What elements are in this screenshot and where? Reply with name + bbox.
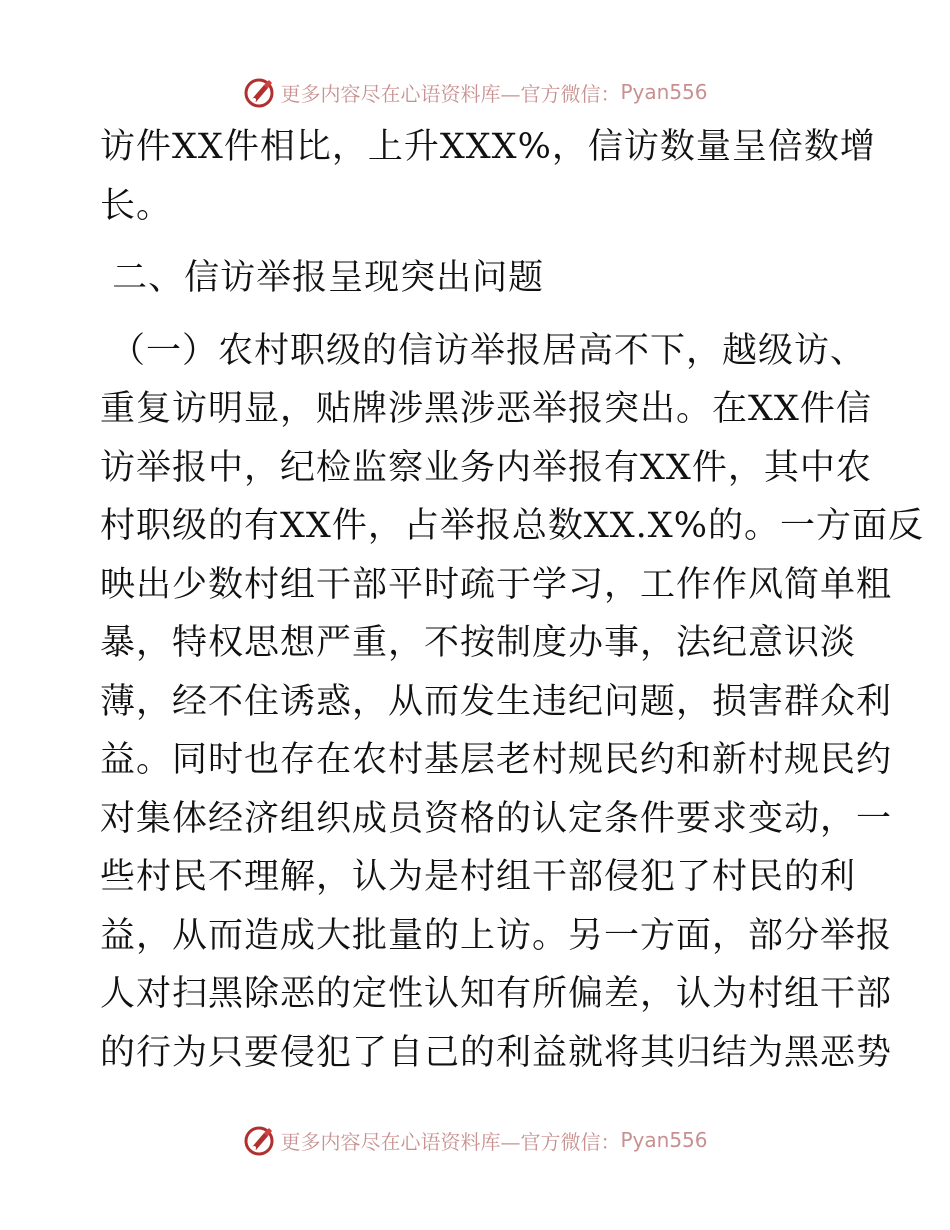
watermark-text: 更多内容尽在心语资料库—官方微信： [280,1129,621,1154]
brand-logo-icon [242,1123,276,1157]
watermark-wechat-id: Pyan556 [620,80,708,104]
watermark-wechat-id: Pyan556 [620,1128,708,1152]
heading-line: 二、信访举报呈现突出问题 [100,258,545,298]
text-line: 访件XX件相比，上升XXX%，信访数量呈倍数增 [100,127,876,167]
text-line: 村职级的有XX件，占举报总数XX.X%的。一方面反 [100,506,924,546]
text-line: 人对扫黑除恶的定性认知有所偏差，认为村组干部 [100,974,893,1014]
footer-watermark [0,1120,950,1160]
text-line: 的行为只要侵犯了自己的利益就将其归结为黑恶势 [100,1032,893,1073]
text-line: 薄，经不住诱惑，从而发生违纪问题，损害群众利 [100,681,893,722]
text-line: 暴，特权思想严重，不按制度办事，法纪意识淡 [100,623,857,663]
text-line: 映出少数村组干部平时疏于学习，工作作风简单粗 [100,564,893,605]
header-watermark [0,72,950,112]
text-line: 访举报中，纪检监察业务内举报有XX件，其中农 [100,447,872,488]
text-line: 益，从而造成大批量的上访。另一方面，部分举报 [100,915,893,956]
paragraph-1 [100,118,876,235]
document-body [100,118,924,1082]
text-line: 对集体经济组织成员资格的认定条件要求变动，一 [100,798,893,839]
brand-logo-icon [242,75,276,109]
text-line: 些村民不理解，认为是村组干部侵犯了村民的利 [100,857,857,897]
text-line: （一）农村职级的信访举报居高不下，越级访、 [110,330,867,371]
text-line: 益。同时也存在农村基层老村规民约和新村规民约 [100,740,893,780]
paragraph-2 [100,322,924,1083]
watermark-text: 更多内容尽在心语资料库—官方微信： [280,81,621,106]
text-line: 长。 [100,185,173,226]
text-line: 重复访明显，贴牌涉黑涉恶举报突出。在XX件信 [100,389,872,429]
section-heading [100,249,860,308]
